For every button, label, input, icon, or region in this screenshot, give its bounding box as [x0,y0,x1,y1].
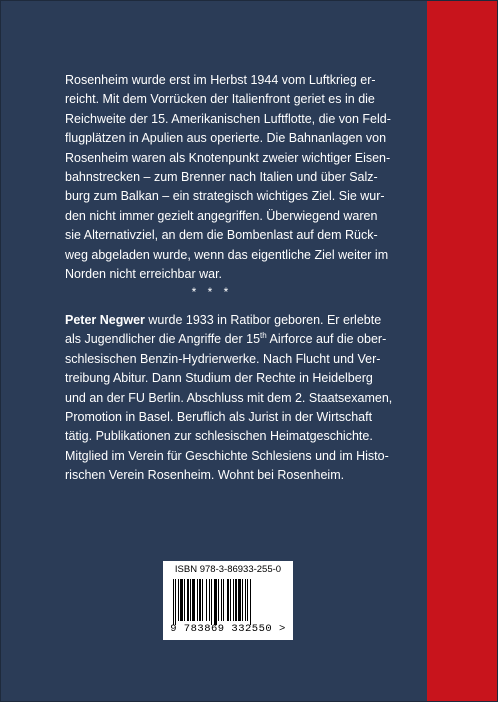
barcode-bar [242,579,243,621]
author-bio-line: rischen Verein Rosenheim. Wohnt bei Rosenheim. [65,468,345,483]
barcode-bar [211,579,212,625]
barcode-bar [202,579,203,621]
author-bio-line [65,311,382,330]
synopsis-line: den nicht immer gezielt angegriffen. Überwiegend waren [65,208,378,223]
red-spine-band [427,1,497,701]
barcode-bar [187,579,189,621]
author-bio-line: treibung Abitur. Dann Studium der Rechte in Heidelberg [65,371,373,386]
barcode-bar [230,579,231,621]
barcode-bar [173,579,174,625]
barcode-bar [218,579,219,621]
barcode-bar [206,579,207,621]
barcode-bar [199,579,201,621]
barcode-bar [178,579,179,621]
synopsis-line: Norden nicht erreichbar war. [65,267,223,282]
synopsis-line: weg abgeladen wurde, wenn das eigentliche Ziel weiter im [65,247,389,262]
barcode-bar [235,579,237,621]
author-bio-text: wurde 1933 in Ratibor geboren. Er erlebte [144,313,382,327]
synopsis-paragraph [65,71,391,284]
barcode-bar [238,579,241,621]
barcode-bars [171,579,285,625]
barcode-bar [223,579,224,621]
barcode-bar [245,579,246,621]
isbn-barcode [163,561,293,640]
barcode-bar [209,579,210,621]
isbn-label: ISBN 978-3-86933-255-0 [174,564,282,575]
synopsis-line: flugplätzen in Apulien aus operierte. Die Bahnanlagen von [65,131,387,146]
synopsis-line: Rosenheim wurde erst im Herbst 1944 vom Luftkrieg er- [65,73,376,87]
synopsis-line: bahnstrecken – zum Brenner nach Italien und über Salz- [65,170,378,185]
barcode-bar [192,579,195,621]
author-bio-line: und an der FU Berlin. Abschluss mit dem 2. Staatsexamen, [65,390,393,405]
author-bio-paragraph [65,311,393,486]
author-bio-text: als Jugendlicher die Angriffe der 15 [65,332,261,347]
barcode-bar [180,579,183,621]
barcode-bar [247,579,248,621]
barcode-digits: 9 783869 332550 > [170,623,286,635]
synopsis-line: burg zum Balkan – ein strategisch wichtiges Ziel. Sie wur- [65,189,385,204]
barcode-bar [214,579,217,625]
author-bio-text: Airforce auf die ober- [266,332,387,347]
barcode-bar [227,579,229,621]
author-bio-line: tätig. Publikationen zur schlesischen Heimatgeschichte. [65,429,373,444]
barcode-bar [175,579,176,625]
barcode-bar [221,579,222,621]
ordinal-superscript: th [260,331,267,341]
author-bio-line: Mitglied im Verein für Geschichte Schlesiens und im Histo- [65,448,389,463]
author-name: Peter Negwer [65,313,145,327]
barcode-bar [197,579,198,621]
barcode-bar [184,579,185,621]
barcode-bar [250,579,251,625]
synopsis-line: Reichweite der 15. Amerikanischen Luftflotte, die von Feld- [65,111,391,126]
author-bio-line: schlesischen Benzin-Hydrierwerke. Nach Flucht und Ver- [65,351,381,366]
synopsis-line: sie Alternativziel, an dem die Bombenlast auf dem Rück- [65,228,378,243]
barcode-bar [190,579,191,621]
section-separator: * * * [191,285,233,299]
synopsis-line: reicht. Mit dem Vorrücken der Italienfront geriet es in die [65,92,375,107]
synopsis-line: Rosenheim waren als Knotenpunkt zweier wichtiger Eisen- [65,150,391,165]
author-bio-line: Promotion in Basel. Beruflich als Jurist in der Wirtschaft [65,410,373,425]
barcode-bar [233,579,234,621]
author-bio-line [65,330,387,349]
